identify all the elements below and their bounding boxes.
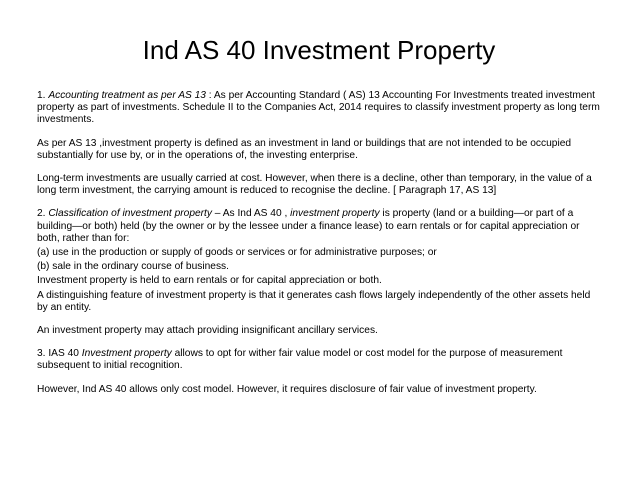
italic-phrase: Classification of investment property [48, 208, 212, 220]
paragraph-text: – As Ind AS 40 , [211, 208, 291, 220]
paragraph-long-term: Long-term investments are usually carried at cost. However, when there is a decline, other than temporary, in the value of a long term investment, the carrying amount is reduced to recognise the decline. [ Paragraph 17, AS 13] [37, 173, 592, 197]
paragraph-distinguishing-feature: A distinguishing feature of investment property is that it generates cash flows largely independently of the other assets held by an entity. [37, 289, 591, 313]
paragraph-held-to-earn: Investment property is held to earn rentals or for capital appreciation or both. [37, 275, 382, 287]
paragraph-classification [37, 208, 603, 245]
paragraph-ias40 [37, 348, 603, 372]
paragraph-text: : As per Accounting Standard ( AS) 13 Accounting For Investments treated investment property as part of investments. Schedule II to the Companies Act, 2014 requires to classify investment property as long term investments. [37, 90, 600, 126]
paragraph-item-b: (b) sale in the ordinary course of business. [37, 261, 229, 273]
italic-phrase: investment property [290, 208, 380, 220]
paragraph-accounting-treatment [37, 90, 603, 127]
paragraph-definition: As per AS 13 ,investment property is defined as an investment in land or buildings that are not intended to be occupied substantially for use by, or in the operations of, the investing enterprise. [37, 137, 572, 161]
paragraph-text: allows to opt for wither fair value model or cost model for the purpose of measurement subsequent to initial recognition. [37, 348, 563, 372]
paragraph-text: is property (land or a building—or part of a building—or both) held (by the owner or by the lessee under a finance lease) to earn rentals or for capital appreciation or both, rather than for: [37, 208, 580, 244]
italic-phrase: Investment property [81, 348, 172, 360]
paragraph-ancillary-services: An investment property may attach providing insignificant ancillary services. [37, 325, 378, 337]
paragraph-cost-model: However, Ind AS 40 allows only cost model. However, it requires disclosure of fair value of investment property. [37, 383, 537, 395]
paragraph-prefix: 2. [37, 208, 49, 220]
paragraph-prefix: 1. [37, 90, 49, 101]
slide-title: Ind AS 40 Investment Property [142, 35, 496, 65]
paragraph-prefix: 3. IAS 40 [37, 348, 82, 360]
slide-body [37, 90, 603, 396]
paragraph-item-a: (a) use in the production or supply of goods or services or for administrative purposes; or [37, 247, 437, 259]
italic-phrase: Accounting treatment as per AS 13 [48, 90, 206, 101]
